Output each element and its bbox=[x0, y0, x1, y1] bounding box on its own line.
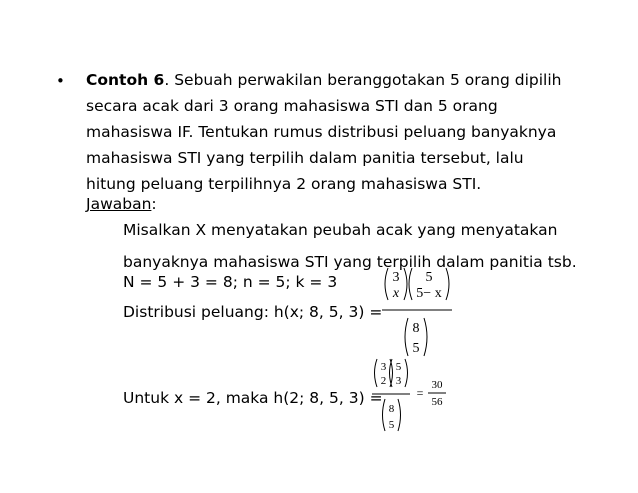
x2-text: Untuk x = 2, maka h(2; 8, 5, 3) = bbox=[123, 389, 383, 407]
answer-line-2: banyaknya mahasiswa STI yang terpilih dalam panitia tsb. bbox=[123, 253, 577, 271]
f2-equals: = bbox=[416, 386, 424, 400]
answer-label: Jawaban bbox=[86, 195, 152, 213]
answer-heading bbox=[86, 194, 157, 214]
f2-num-a-top: 3 bbox=[380, 361, 387, 373]
formula-x2 bbox=[370, 356, 460, 440]
paren-left-icon bbox=[409, 268, 412, 300]
formula-distribution-svg bbox=[378, 266, 454, 362]
formula-x2-svg bbox=[370, 356, 460, 440]
f1-den-bot: 5 bbox=[412, 341, 420, 356]
paren-left-icon bbox=[405, 318, 408, 356]
paren-left-icon bbox=[383, 399, 386, 431]
f2-result-num: 30 bbox=[431, 379, 443, 391]
answer-line-1: Misalkan X menyatakan peubah acak yang menyatakan bbox=[123, 221, 558, 239]
intro-line-4: mahasiswa STI yang terpilih dalam panitia tersebut, lalu bbox=[86, 149, 524, 167]
f2-num-b-bot: 3 bbox=[395, 375, 402, 387]
f2-num-b-top: 5 bbox=[395, 361, 402, 373]
paren-left-icon bbox=[375, 359, 378, 387]
f2-den-bot: 5 bbox=[388, 419, 395, 431]
f1-num-a-top: 3 bbox=[392, 270, 400, 285]
f1-num-a-bot: x bbox=[392, 286, 400, 301]
formula-distribution bbox=[378, 266, 454, 362]
intro-line-1 bbox=[86, 70, 561, 90]
paren-right-icon bbox=[404, 268, 407, 300]
f2-result-den: 56 bbox=[431, 396, 443, 408]
paren-right-icon bbox=[398, 399, 401, 431]
paren-left-icon bbox=[385, 268, 388, 300]
paren-right-icon bbox=[446, 268, 449, 300]
example-label: Contoh 6 bbox=[86, 71, 165, 89]
intro-line-3: mahasiswa IF. Tentukan rumus distribusi peluang banyaknya bbox=[86, 123, 557, 141]
f2-den-top: 8 bbox=[388, 403, 395, 415]
answer-line-3: N = 5 + 3 = 8; n = 5; k = 3 bbox=[123, 273, 338, 291]
distribution-text: Distribusi peluang: h(x; 8, 5, 3) = bbox=[123, 303, 383, 321]
f1-den-top: 8 bbox=[412, 321, 420, 336]
bullet-icon: • bbox=[56, 72, 65, 90]
f1-num-b-bot: 5− x bbox=[416, 286, 442, 301]
f2-num-a-bot: 2 bbox=[380, 375, 387, 387]
intro-line-1-rest: . Sebuah perwakilan beranggotakan 5 orang dipilih bbox=[164, 71, 562, 89]
answer-colon: : bbox=[151, 195, 157, 213]
intro-line-2: secara acak dari 3 orang mahasiswa STI dan 5 orang bbox=[86, 97, 498, 115]
intro-line-5: hitung peluang terpilihnya 2 orang mahasiswa STI. bbox=[86, 175, 482, 193]
paren-right-icon bbox=[424, 318, 427, 356]
f1-num-b-top: 5 bbox=[425, 270, 433, 285]
paren-right-icon bbox=[405, 359, 408, 387]
